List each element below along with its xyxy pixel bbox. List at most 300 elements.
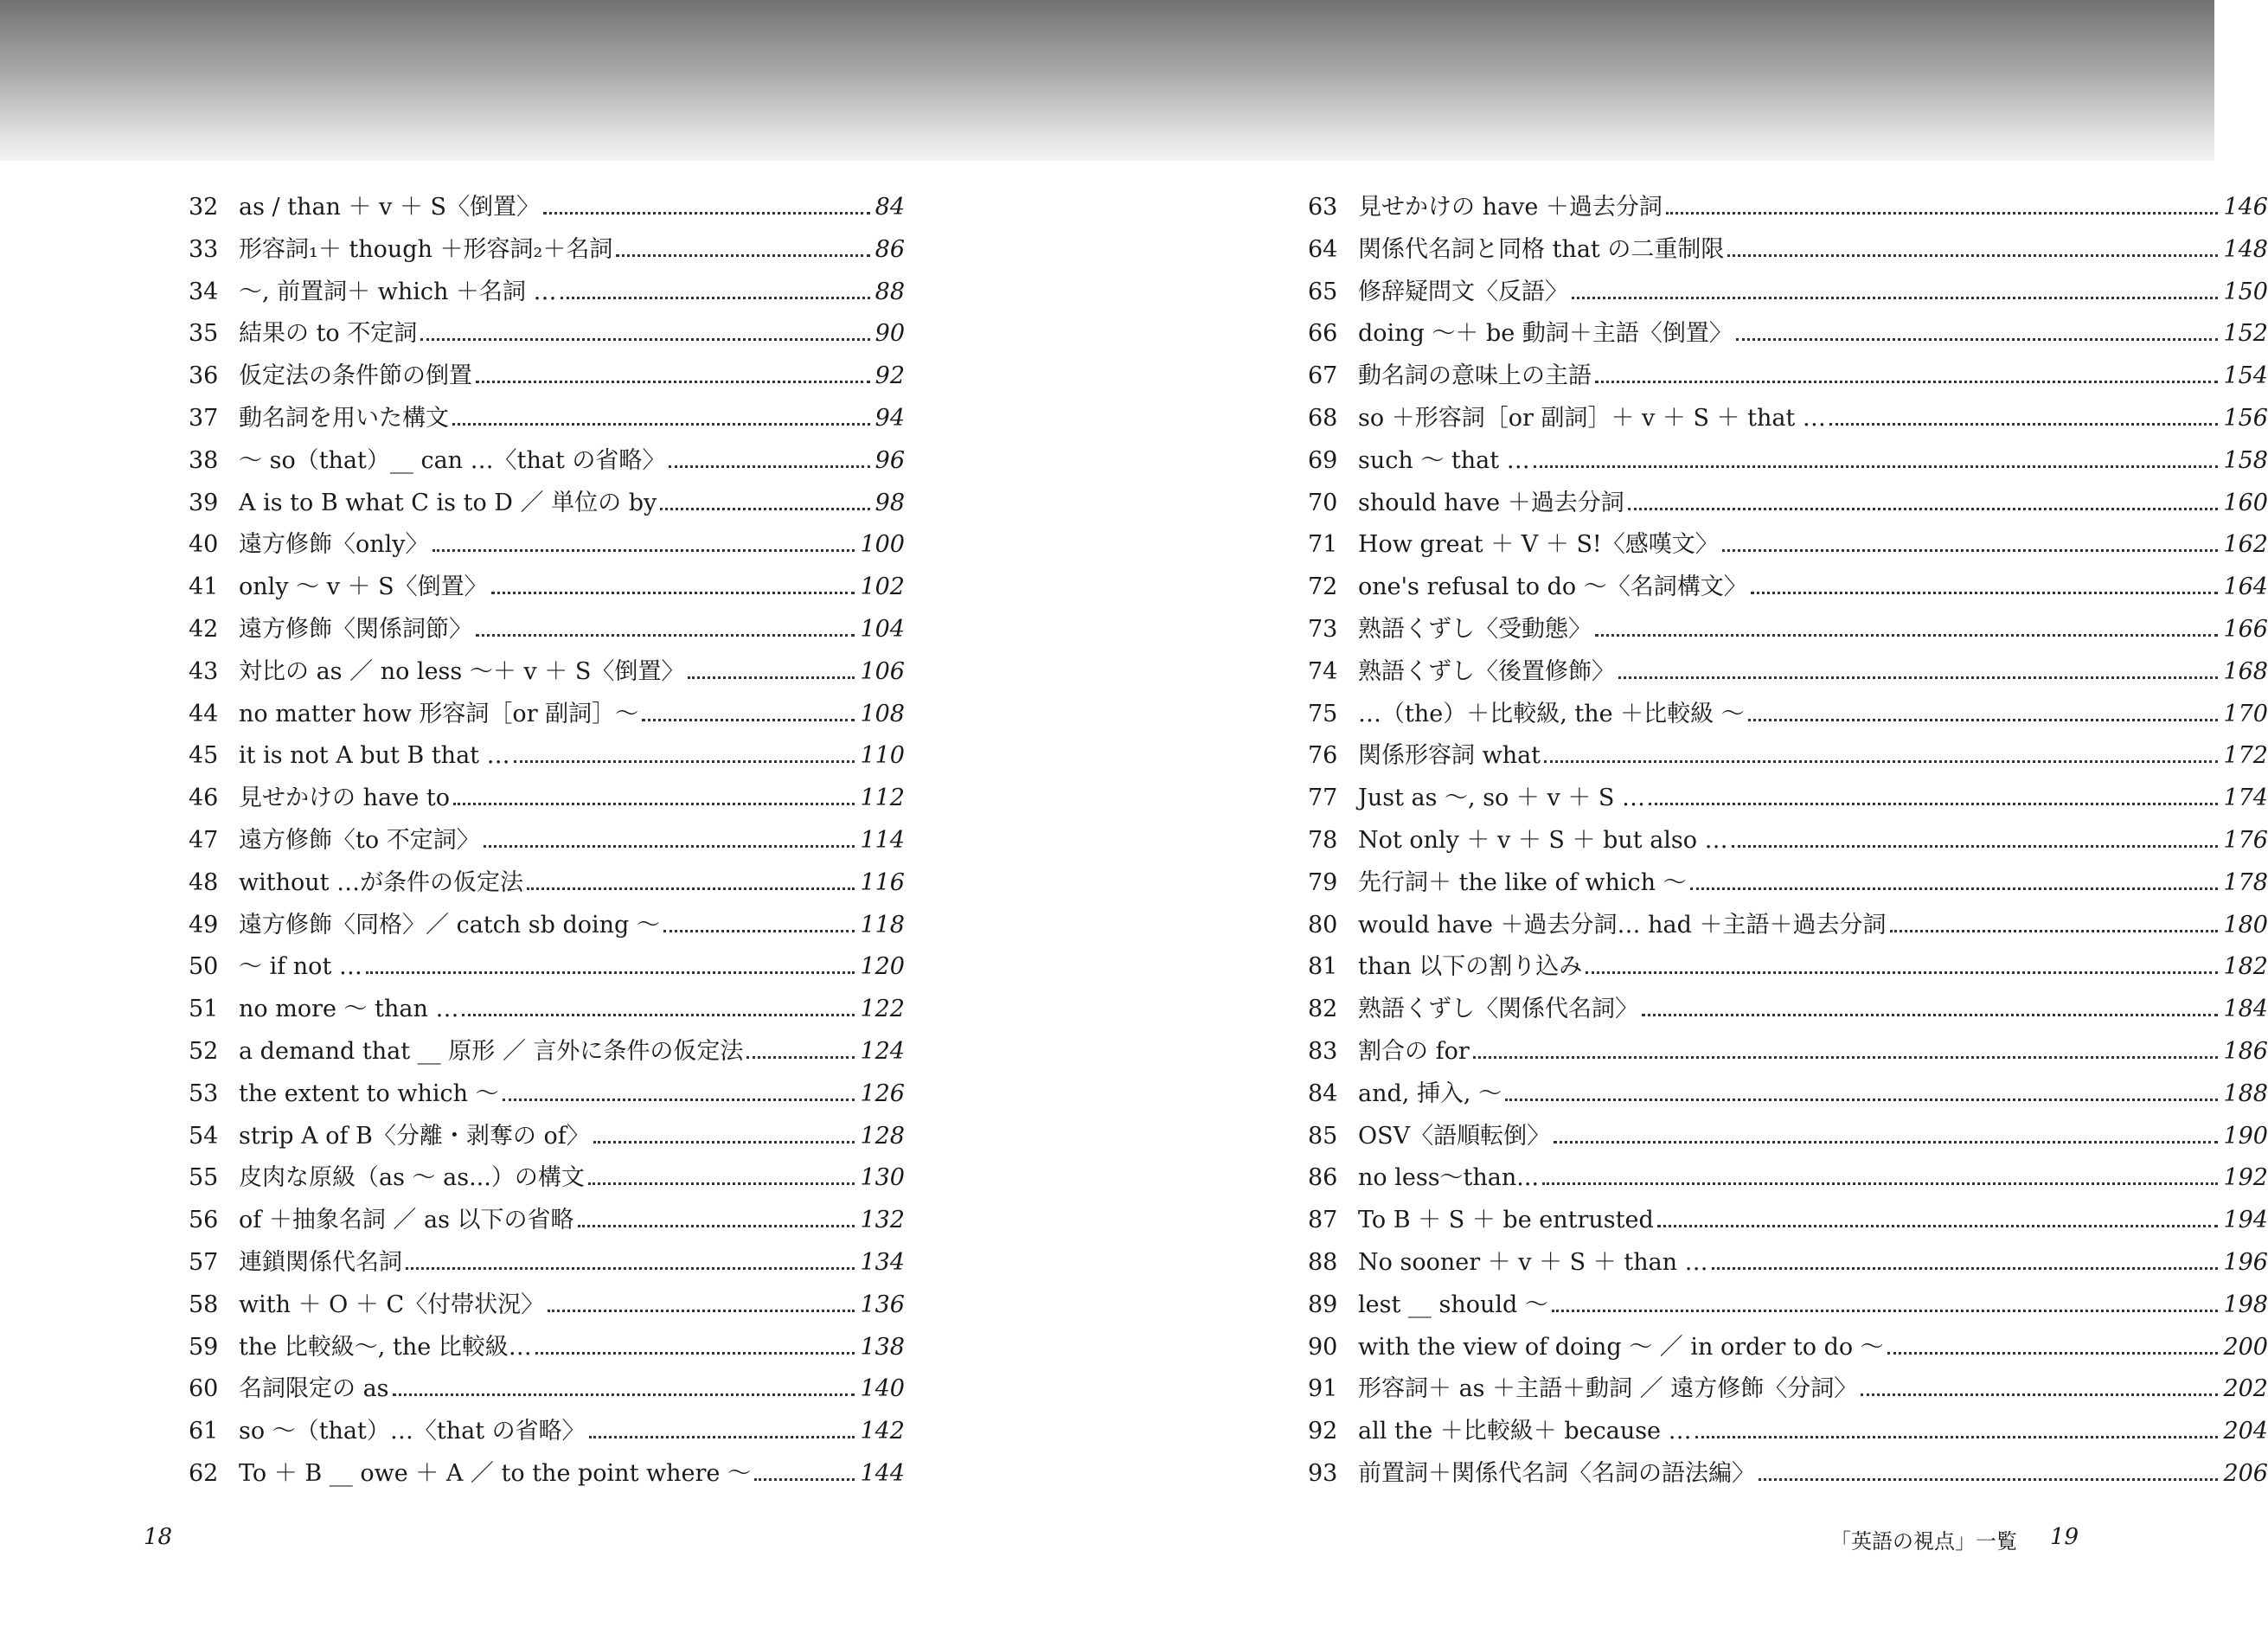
dot-leader [663,930,855,932]
entry-title: and, 挿入, 〜 [1358,1079,1502,1107]
toc-entry [1308,778,2268,820]
entry-number: 90 [1308,1333,1338,1361]
entry-title: No sooner ＋ v ＋ S ＋ than … [1358,1248,1708,1276]
entry-title: it is not A but B that … [239,742,510,770]
entry-title: of ＋抽象名詞 ／ as 以下の省略 [239,1207,574,1234]
dot-leader [1890,930,2219,932]
dot-leader [1732,845,2219,848]
dot-leader [593,1141,855,1144]
entry-number: 54 [189,1122,219,1150]
entry-title: a demand that __ 原形 ／ 言外に条件の仮定法 [239,1037,744,1065]
entry-number: 62 [189,1459,219,1487]
entry-page-number: 104 [860,615,905,643]
dot-leader [393,1393,855,1396]
entry-title: 名詞限定の as [239,1375,389,1403]
toc-entry [1308,1031,2268,1073]
dot-leader [688,676,855,679]
entry-number: 68 [1308,404,1338,432]
entry-number: 83 [1308,1037,1338,1065]
entry-page-number: 166 [2223,615,2268,643]
dot-leader [462,1014,855,1016]
dot-leader [616,254,869,257]
dot-leader [476,381,870,383]
dot-leader [642,719,855,721]
entry-page-number: 110 [860,742,905,770]
entry-title: the extent to which 〜 [239,1079,499,1107]
entry-number: 36 [189,362,219,390]
entry-page-number: 206 [2223,1459,2268,1487]
entry-page-number: 188 [2223,1079,2268,1107]
entry-number: 76 [1308,742,1338,770]
entry-page-number: 196 [2223,1248,2268,1276]
entry-number: 93 [1308,1459,1338,1487]
entry-title: 遠方修飾〈関係詞節〉 [239,615,472,643]
entry-title: the 比較級〜, the 比較級… [239,1333,532,1361]
entry-number: 37 [189,404,219,432]
toc-entry [189,609,905,651]
dot-leader [588,1182,855,1185]
dot-leader [432,549,855,552]
dot-leader [1751,592,2219,594]
toc-list-left [189,187,905,1496]
toc-entry [189,313,905,356]
entry-number: 50 [189,953,219,981]
entry-page-number: 118 [860,911,905,939]
toc-entry [189,1031,905,1073]
toc-entry [1308,694,2268,736]
toc-entry [189,778,905,820]
entry-page-number: 100 [860,531,905,559]
entry-title: 形容詞＋ as ＋主語＋動詞 ／ 遠方修飾〈分詞〉 [1358,1375,1858,1403]
entry-title: no less〜than... [1358,1164,1540,1192]
dot-leader [1727,254,2218,257]
entry-number: 67 [1308,362,1338,390]
dot-leader [1695,1436,2219,1438]
entry-number: 89 [1308,1291,1338,1318]
toc-entry [1308,272,2268,314]
entry-title: 修辞疑問文〈反語〉 [1358,278,1568,305]
entry-page-number: 148 [2223,235,2268,263]
entry-page-number: 84 [875,194,905,221]
toc-entry [189,820,905,862]
dot-leader [484,845,855,848]
entry-number: 69 [1308,446,1338,474]
entry-page-number: 126 [860,1079,905,1107]
toc-entry [1308,1200,2268,1242]
toc-entry [1308,735,2268,778]
dot-leader [1657,1225,2219,1227]
entry-page-number: 122 [860,996,905,1023]
dot-leader [660,508,869,510]
toc-entry [189,905,905,947]
entry-page-number: 94 [875,404,905,432]
entry-page-number: 160 [2223,489,2268,516]
dot-leader [1748,719,2219,721]
dot-leader [1736,338,2219,341]
dot-leader [1628,508,2219,510]
dot-leader [1554,1141,2218,1144]
entry-title: 熟語くずし〈関係代名詞〉 [1358,996,1638,1023]
dot-leader [1534,465,2219,468]
entry-page-number: 108 [860,700,905,727]
entry-page-number: 116 [860,868,905,896]
entry-title: without …が条件の仮定法 [239,868,524,896]
entry-title: 連鎖関係代名詞 [239,1248,402,1276]
entry-number: 63 [1308,194,1338,221]
entry-title: so 〜（that）…〈that の省略〉 [239,1418,586,1445]
dot-leader [1759,1478,2218,1481]
entry-number: 32 [189,194,219,221]
entry-title: such 〜 that … [1358,446,1530,474]
entry-number: 39 [189,489,219,516]
toc-entry [189,989,905,1031]
dot-leader [1505,1099,2218,1101]
running-head: 「英語の視点」一覧 [1830,1529,2017,1554]
entry-page-number: 154 [2223,362,2268,390]
entry-number: 48 [189,868,219,896]
toc-entry [189,1327,905,1369]
dot-leader [1572,297,2218,299]
entry-title: To B ＋ S ＋ be entrusted [1358,1207,1654,1234]
dot-leader [1618,676,2218,679]
toc-entry [1308,187,2268,229]
toc-entry [189,1284,905,1327]
entry-title: only 〜 v ＋ S〈倒置〉 [239,573,488,601]
entry-title: How great ＋ V ＋ S!〈感嘆文〉 [1358,531,1719,559]
entry-number: 85 [1308,1122,1338,1150]
dot-leader [420,338,869,341]
entry-title: doing 〜＋ be 動詞＋主語〈倒置〉 [1358,320,1733,348]
entry-page-number: 142 [860,1418,905,1445]
entry-title: lest __ should 〜 [1358,1291,1548,1318]
entry-title: 見せかけの have ＋過去分詞 [1358,194,1663,221]
entry-page-number: 204 [2223,1418,2268,1445]
toc-entry [1308,1157,2268,1200]
dot-leader [1861,1393,2218,1396]
entry-page-number: 150 [2223,278,2268,305]
toc-entry [189,272,905,314]
toc-entry [1308,313,2268,356]
entry-title: A is to B what C is to D ／ 単位の by [239,489,657,516]
toc-entry [1308,567,2268,609]
dot-leader [491,592,855,594]
dot-leader [1712,1267,2219,1270]
entry-number: 74 [1308,657,1338,685]
entry-title: would have ＋過去分詞… had ＋主語＋過去分詞 [1358,911,1887,939]
dot-leader [561,297,870,299]
entry-number: 35 [189,320,219,348]
toc-entry [189,862,905,905]
dot-leader [754,1478,855,1481]
entry-page-number: 180 [2223,911,2268,939]
entry-number: 88 [1308,1248,1338,1276]
dot-leader [1829,423,2219,426]
toc-entry [189,440,905,483]
dot-leader [527,887,855,890]
entry-title: 〜 so（that）__ can …〈that の省略〉 [239,446,666,474]
entry-number: 73 [1308,615,1338,643]
entry-title: 前置詞＋関係代名詞〈名詞の語法編〉 [1358,1459,1755,1487]
entry-title: 仮定法の条件節の倒置 [239,362,472,390]
entry-page-number: 130 [860,1164,905,1192]
toc-entry [1308,989,2268,1031]
dot-leader [406,1267,855,1270]
entry-title: To ＋ B __ owe ＋ A ／ to the point where 〜 [239,1459,751,1487]
entry-number: 77 [1308,785,1338,812]
entry-number: 70 [1308,489,1338,516]
toc-entry [1308,1073,2268,1116]
dot-leader [503,1099,855,1101]
entry-page-number: 98 [875,489,905,516]
entry-number: 58 [189,1291,219,1318]
dot-leader [535,1352,855,1355]
entry-number: 49 [189,911,219,939]
entry-title: 熟語くずし〈受動態〉 [1358,615,1592,643]
entry-page-number: 178 [2223,868,2268,896]
entry-title: 関係代名詞と同格 that の二重制限 [1358,235,1725,263]
entry-title: so ＋形容詞［or 副詞］＋ v ＋ S ＋ that … [1358,404,1826,432]
dot-leader [543,212,870,215]
entry-page-number: 174 [2223,785,2268,812]
dot-leader [1473,1056,2219,1059]
entry-page-number: 158 [2223,446,2268,474]
toc-entry [1308,862,2268,905]
toc-entry [189,1073,905,1116]
entry-number: 53 [189,1079,219,1107]
entry-page-number: 124 [860,1037,905,1065]
entry-page-number: 144 [860,1459,905,1487]
dot-leader [476,634,855,637]
entry-number: 41 [189,573,219,601]
dot-leader [1887,1352,2219,1355]
entry-title: 遠方修飾〈同格〉／ catch sb doing 〜 [239,911,660,939]
entry-page-number: 176 [2223,826,2268,854]
entry-title: Not only ＋ v ＋ S ＋ but also … [1358,826,1728,854]
entry-page-number: 156 [2223,404,2268,432]
entry-page-number: 138 [860,1333,905,1361]
toc-entry [1308,946,2268,989]
toc-entry [1308,1368,2268,1411]
entry-number: 34 [189,278,219,305]
entry-title: OSV〈語順転倒〉 [1358,1122,1551,1150]
entry-page-number: 136 [860,1291,905,1318]
dot-leader [578,1225,855,1227]
toc-entry [189,1411,905,1453]
entry-number: 45 [189,742,219,770]
entry-page-number: 132 [860,1207,905,1234]
toc-entry [1308,524,2268,567]
entry-number: 46 [189,785,219,812]
dot-leader [1586,971,2218,974]
entry-title: with ＋ O ＋ C〈付帯状況〉 [239,1291,545,1318]
entry-title: 〜 if not … [239,953,362,981]
entry-title: all the ＋比較級＋ because … [1358,1418,1692,1445]
entry-page-number: 190 [2223,1122,2268,1150]
entry-title: 見せかけの have to [239,785,450,812]
toc-entry [1308,1453,2268,1496]
entry-number: 61 [189,1418,219,1445]
entry-page-number: 200 [2223,1333,2268,1361]
entry-number: 86 [1308,1164,1338,1192]
entry-number: 44 [189,700,219,727]
entry-page-number: 184 [2223,996,2268,1023]
toc-list-right [1308,187,2268,1496]
entry-title: …（the）＋比較級, the ＋比較級 〜 [1358,700,1745,727]
entry-page-number: 128 [860,1122,905,1150]
toc-entry [1308,1284,2268,1327]
toc-entry [189,187,905,229]
toc-entry [189,735,905,778]
toc-entry [189,229,905,272]
entry-page-number: 134 [860,1248,905,1276]
dot-leader [746,1056,855,1059]
entry-title: with the view of doing 〜 ／ in order to do 〜 [1358,1333,1884,1361]
entry-page-number: 92 [875,362,905,390]
left-page [0,0,1107,1640]
entry-page-number: 112 [860,785,905,812]
entry-title: no more 〜 than … [239,996,459,1023]
toc-entry [1308,651,2268,694]
toc-entry [189,651,905,694]
entry-title: 遠方修飾〈to 不定詞〉 [239,826,480,854]
dot-leader [514,760,855,763]
toc-entry [1308,356,2268,398]
entry-title: 〜, 前置詞＋ which ＋名詞 … [239,278,557,305]
entry-title: 先行詞＋ the like of which 〜 [1358,868,1687,896]
entry-number: 66 [1308,320,1338,348]
entry-title: one's refusal to do 〜〈名詞構文〉 [1358,573,1747,601]
toc-entry [1308,398,2268,440]
toc-entry [189,1368,905,1411]
entry-page-number: 198 [2223,1291,2268,1318]
entry-number: 60 [189,1375,219,1403]
entry-number: 92 [1308,1418,1338,1445]
entry-page-number: 186 [2223,1037,2268,1065]
entry-number: 42 [189,615,219,643]
entry-number: 75 [1308,700,1338,727]
entry-title: 動名詞の意味上の主語 [1358,362,1592,390]
entry-title: 形容詞₁＋ though ＋形容詞₂＋名詞 [239,235,613,263]
right-page [1107,0,2268,1640]
entry-title: as / than ＋ v ＋ S〈倒置〉 [239,194,541,221]
dot-leader [453,803,855,805]
toc-entry [189,1242,905,1284]
entry-number: 79 [1308,868,1338,896]
entry-number: 47 [189,826,219,854]
entry-page-number: 192 [2223,1164,2268,1192]
entry-page-number: 202 [2223,1375,2268,1403]
toc-entry [189,1200,905,1242]
entry-number: 80 [1308,911,1338,939]
toc-entry [189,946,905,989]
entry-title: 割合の for [1358,1037,1470,1065]
entry-page-number: 140 [860,1375,905,1403]
entry-title: 遠方修飾〈only〉 [239,531,429,559]
entry-number: 43 [189,657,219,685]
entry-page-number: 106 [860,657,905,685]
toc-entry [1308,1242,2268,1284]
entry-number: 81 [1308,953,1338,981]
entry-title: 皮肉な原級（as 〜 as...）の構文 [239,1164,585,1192]
entry-number: 59 [189,1333,219,1361]
entry-page-number: 86 [875,235,905,263]
toc-entry [189,1453,905,1496]
dot-leader [1595,634,2218,637]
toc-entry [189,1116,905,1158]
entry-number: 57 [189,1248,219,1276]
entry-title: 対比の as ／ no less 〜＋ v ＋ S〈倒置〉 [239,657,685,685]
entry-page-number: 152 [2223,320,2268,348]
toc-entry [189,398,905,440]
entry-page-number: 164 [2223,573,2268,601]
entry-title: 結果の to 不定詞 [239,320,418,348]
entry-title: 関係形容詞 what [1358,742,1541,770]
entry-number: 87 [1308,1207,1338,1234]
dot-leader [1642,1014,2218,1016]
entry-page-number: 114 [860,826,905,854]
page-number-right: 19 [2050,1524,2079,1550]
entry-number: 55 [189,1164,219,1192]
dot-leader [1544,760,2218,763]
entry-page-number: 146 [2223,194,2268,221]
entry-page-number: 170 [2223,700,2268,727]
entry-title: than 以下の割り込み [1358,953,1583,981]
toc-entry [1308,905,2268,947]
entry-number: 33 [189,235,219,263]
toc-entry [189,567,905,609]
dot-leader [1722,549,2219,552]
dot-leader [1595,381,2218,383]
entry-number: 38 [189,446,219,474]
toc-entry [1308,1116,2268,1158]
entry-page-number: 168 [2223,657,2268,685]
dot-leader [589,1436,855,1438]
entry-number: 40 [189,531,219,559]
toc-entry [1308,1327,2268,1369]
entry-number: 52 [189,1037,219,1065]
toc-entry [1308,440,2268,483]
entry-number: 84 [1308,1079,1338,1107]
dot-leader [1649,803,2218,805]
entry-number: 72 [1308,573,1338,601]
toc-entry [189,483,905,525]
entry-title: Just as 〜, so ＋ v ＋ S … [1358,785,1645,812]
dot-leader [1552,1310,2219,1312]
toc-entry [189,356,905,398]
entry-number: 56 [189,1207,219,1234]
entry-number: 64 [1308,235,1338,263]
entry-title: no matter how 形容詞［or 副詞］〜 [239,700,639,727]
entry-page-number: 88 [875,278,905,305]
toc-entry [1308,1411,2268,1453]
entry-page-number: 194 [2223,1207,2268,1234]
entry-number: 78 [1308,826,1338,854]
entry-title: 動名詞を用いた構文 [239,404,449,432]
toc-entry [1308,229,2268,272]
entry-number: 71 [1308,531,1338,559]
entry-number: 51 [189,996,219,1023]
dot-leader [366,971,855,974]
entry-page-number: 102 [860,573,905,601]
entry-number: 82 [1308,996,1338,1023]
toc-entry [1308,483,2268,525]
entry-page-number: 120 [860,953,905,981]
page-number-left: 18 [144,1524,173,1550]
toc-entry [189,1157,905,1200]
entry-number: 65 [1308,278,1338,305]
toc-entry [1308,820,2268,862]
entry-page-number: 90 [875,320,905,348]
